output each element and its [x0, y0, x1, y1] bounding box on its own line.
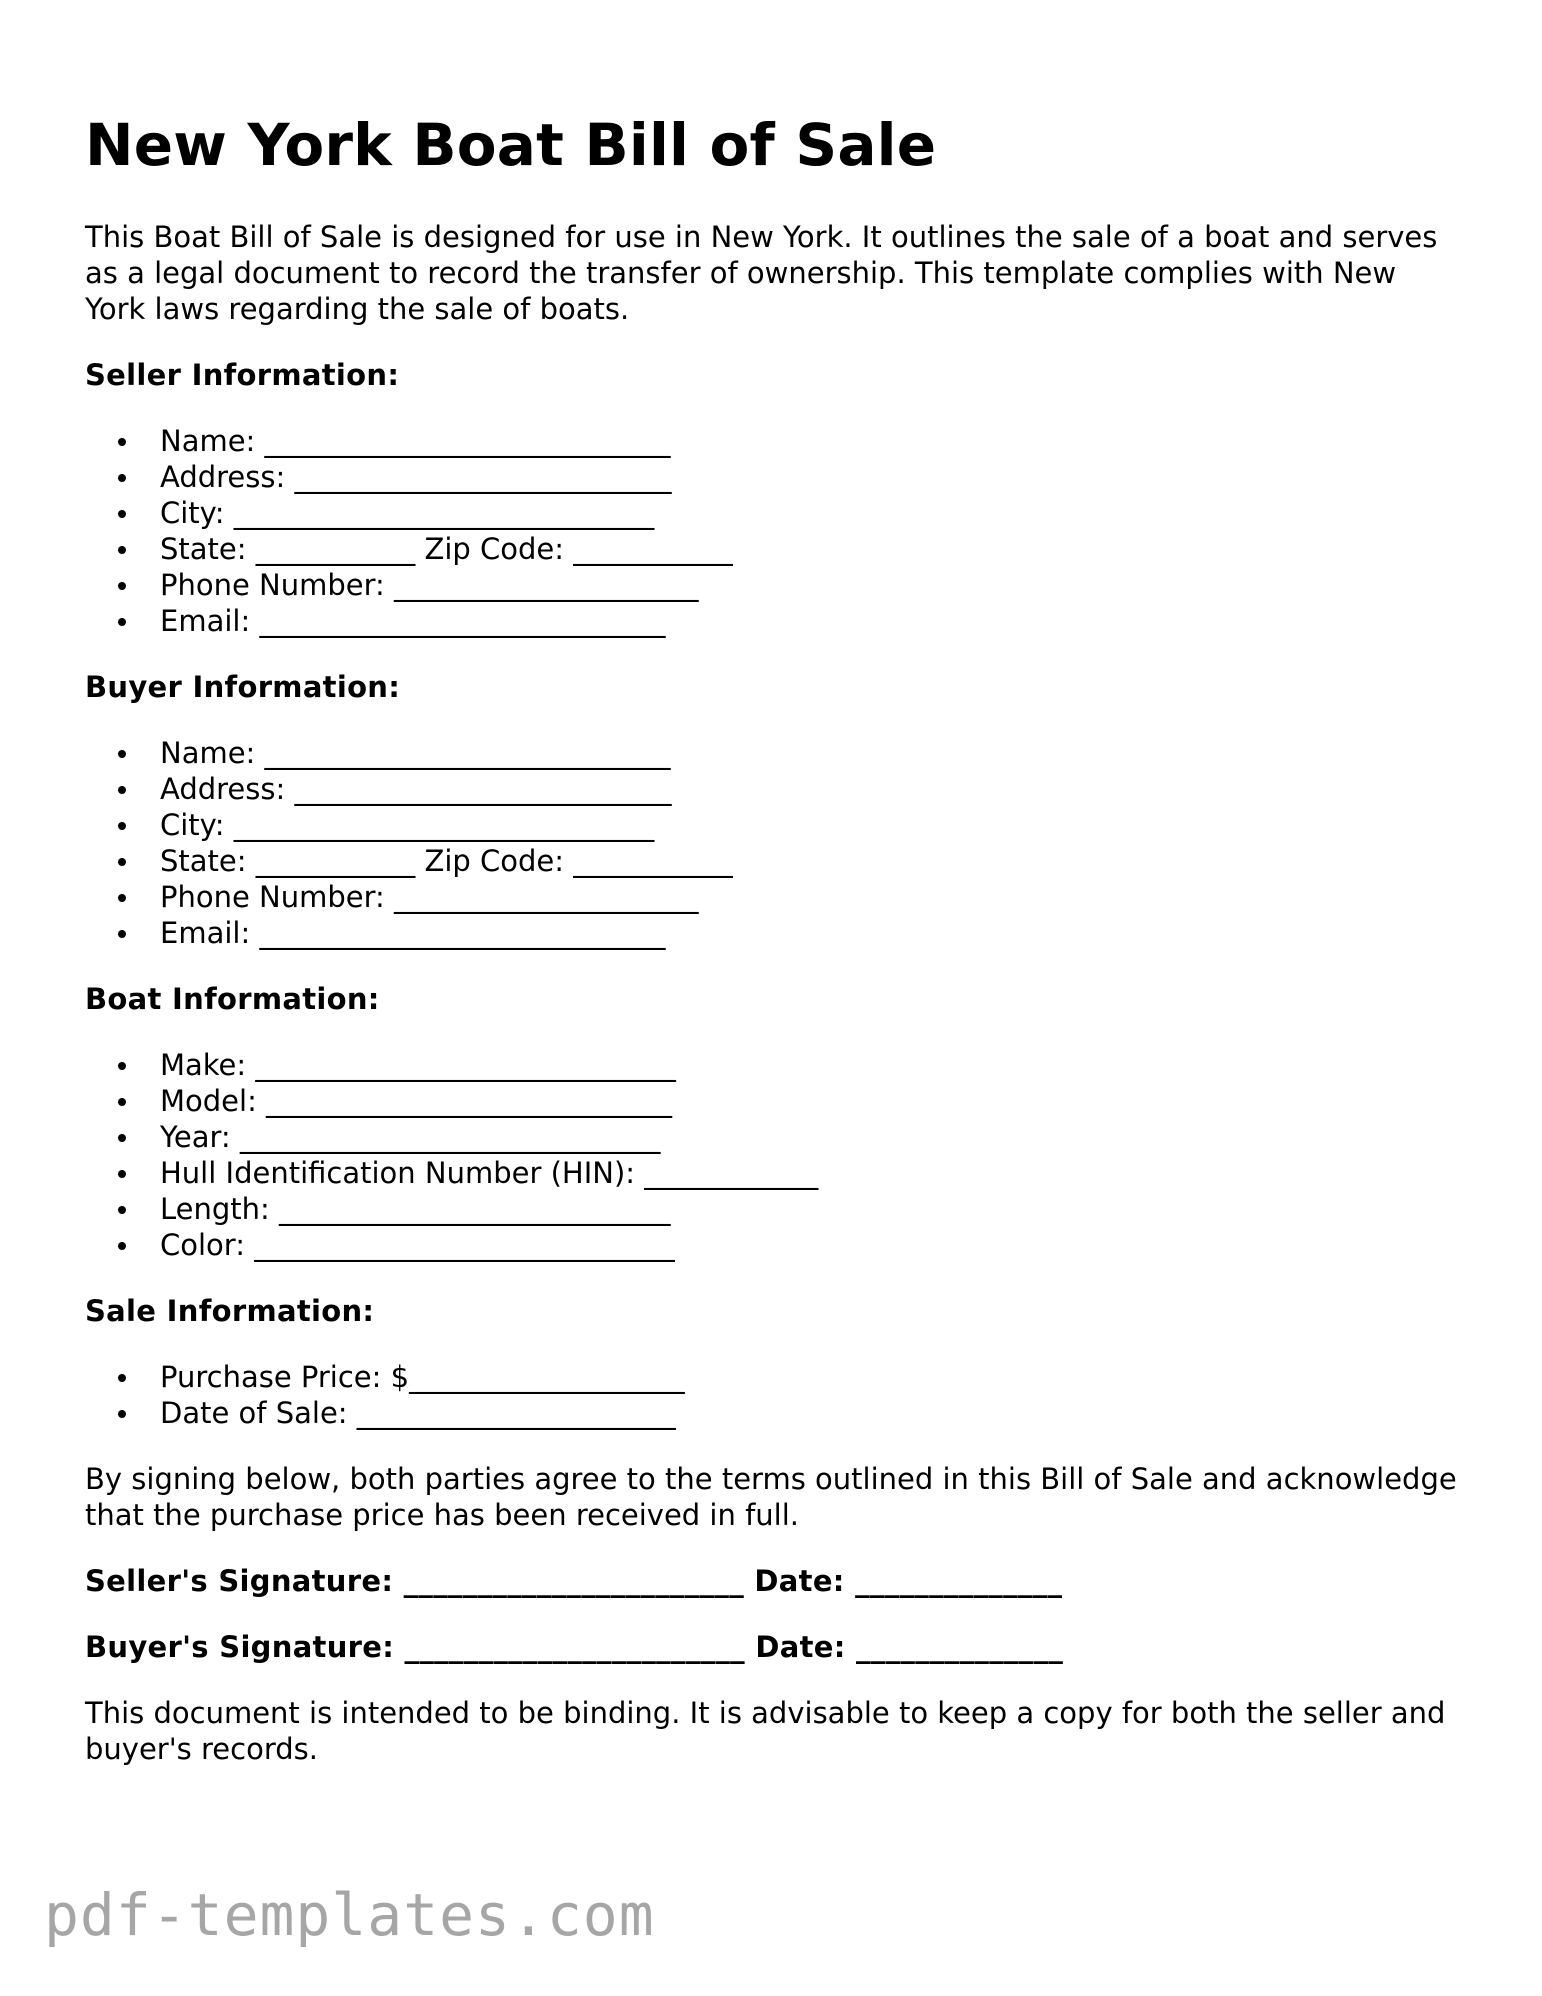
boat-make-field[interactable]: Make: _____________________________: [160, 1047, 1465, 1083]
boat-color-field[interactable]: Color: _____________________________: [160, 1227, 1465, 1263]
buyer-signature-line[interactable]: Buyer's Signature: _______________________ Date: ______________: [85, 1630, 1064, 1664]
boat-year-field[interactable]: Year: _____________________________: [160, 1119, 1465, 1155]
buyer-city-field[interactable]: City: _____________________________: [160, 807, 1465, 843]
date-of-sale-field[interactable]: Date of Sale: ______________________: [160, 1395, 1465, 1431]
closing-paragraph: This document is intended to be binding. It is advisable to keep a copy for both the seller and buyer's records.: [85, 1696, 1446, 1766]
sale-section-heading: Sale Information:: [85, 1294, 375, 1328]
seller-city-field[interactable]: City: _____________________________: [160, 495, 1465, 531]
buyer-address-field[interactable]: Address: __________________________: [160, 771, 1465, 807]
boat-length-field[interactable]: Length: ___________________________: [160, 1191, 1465, 1227]
seller-state-zip-field[interactable]: State: ___________ Zip Code: ___________: [160, 531, 1465, 567]
boat-section-heading: Boat Information:: [85, 982, 380, 1016]
consent-paragraph: By signing below, both parties agree to the terms outlined in this Bill of Sale and acknowledge that the purchase price has been received in full.: [85, 1462, 1457, 1532]
document-page: [85, 105, 1465, 1767]
seller-phone-field[interactable]: Phone Number: _____________________: [160, 567, 1465, 603]
boat-hin-field[interactable]: Hull Identification Number (HIN): ____________: [160, 1155, 1465, 1191]
watermark-text: pdf-templates.com: [44, 1881, 655, 1949]
seller-email-field[interactable]: Email: ____________________________: [160, 603, 1465, 639]
buyer-phone-field[interactable]: Phone Number: _____________________: [160, 879, 1465, 915]
seller-name-field[interactable]: Name: ____________________________: [160, 423, 1465, 459]
buyer-name-field[interactable]: Name: ____________________________: [160, 735, 1465, 771]
seller-field-list: [85, 423, 1465, 639]
buyer-section-heading: Buyer Information:: [85, 670, 401, 704]
sale-field-list: [85, 1359, 1465, 1431]
seller-address-field[interactable]: Address: __________________________: [160, 459, 1465, 495]
seller-section-heading: Seller Information:: [85, 358, 400, 392]
purchase-price-field[interactable]: Purchase Price: $___________________: [160, 1359, 1465, 1395]
page-title: New York Boat Bill of Sale: [85, 111, 937, 179]
seller-signature-line[interactable]: Seller's Signature: _______________________ Date: ______________: [85, 1564, 1063, 1598]
boat-field-list: [85, 1047, 1465, 1263]
intro-paragraph: This Boat Bill of Sale is designed for use in New York. It outlines the sale of a boat and serves as a legal document to record the transfer of ownership. This template complies with New York laws regarding the sale of boats.: [85, 220, 1438, 326]
buyer-field-list: [85, 735, 1465, 951]
buyer-email-field[interactable]: Email: ____________________________: [160, 915, 1465, 951]
boat-model-field[interactable]: Model: ____________________________: [160, 1083, 1465, 1119]
buyer-state-zip-field[interactable]: State: ___________ Zip Code: ___________: [160, 843, 1465, 879]
